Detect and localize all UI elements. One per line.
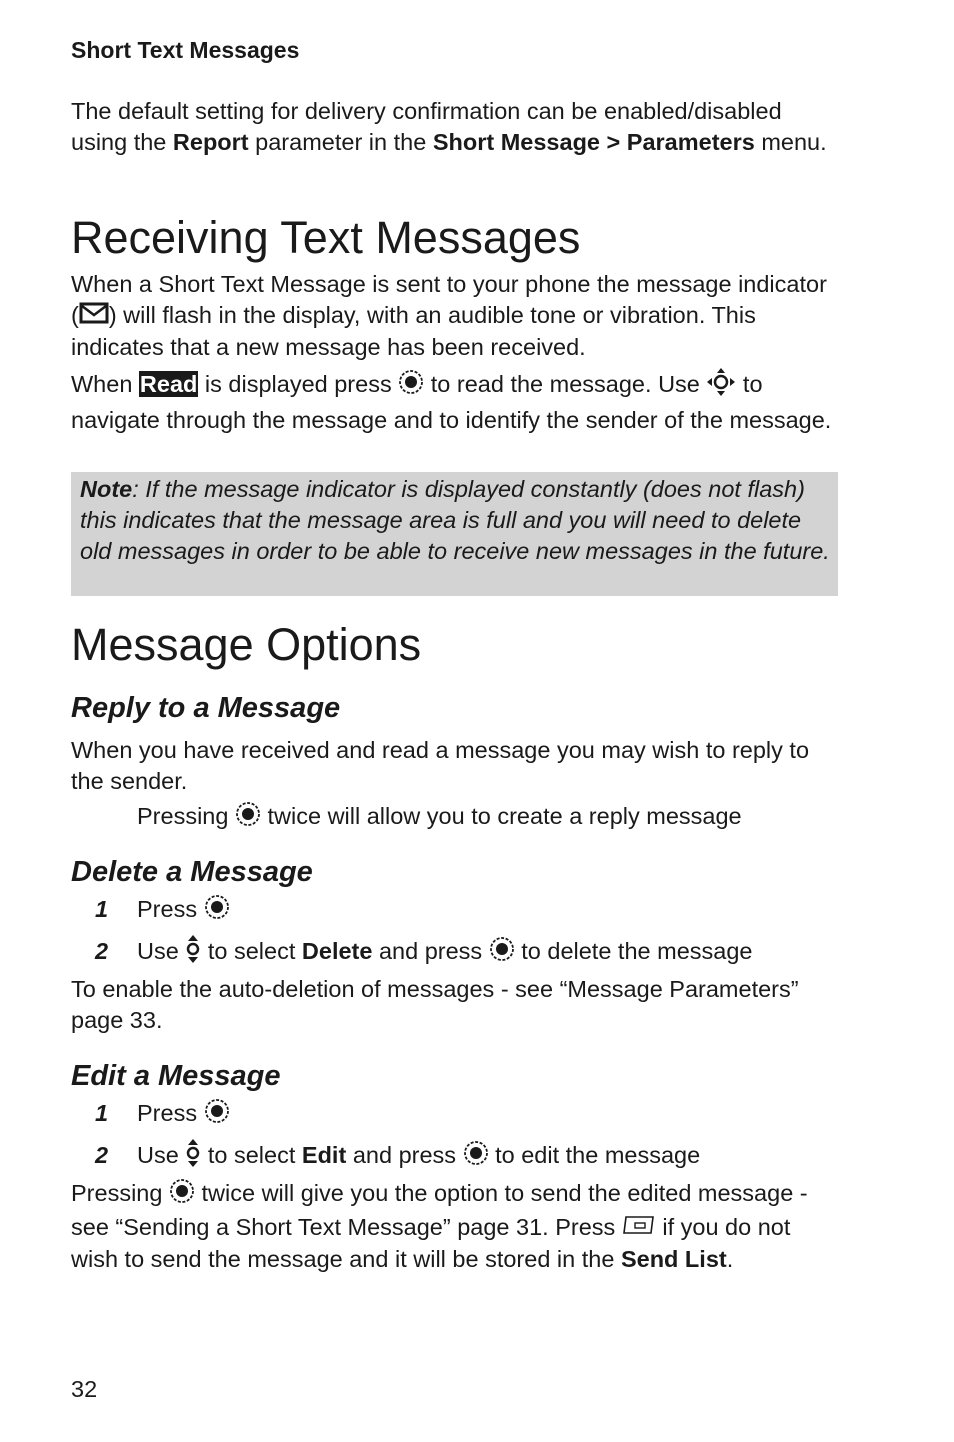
select-key-icon	[489, 936, 515, 970]
step-number: 1	[95, 1100, 109, 1127]
step-text: to select	[201, 1142, 302, 1169]
edit-after-text: Pressing	[71, 1180, 169, 1207]
receiving-text: ) will flash in the display, with an audible tone or vibration. This indicates that a new message has been received.	[71, 302, 756, 361]
step-text: Use	[137, 938, 186, 965]
page-number: 32	[71, 1376, 98, 1402]
step-text: Press	[137, 896, 204, 923]
delete-heading: Delete a Message	[71, 856, 313, 888]
intro-paragraph	[71, 96, 841, 158]
step-text: and press	[346, 1142, 463, 1169]
delete-option-term: Delete	[301, 938, 373, 965]
auto-delete-paragraph: To enable the auto-deletion of messages - see “Message Parameters” page 33.	[71, 976, 799, 1033]
reply-heading: Reply to a Message	[71, 692, 341, 724]
edit-after-text: .	[726, 1246, 734, 1273]
select-key-icon	[169, 1178, 195, 1212]
delete-step-2	[71, 934, 752, 972]
intro-text: menu.	[754, 129, 827, 155]
read-paragraph	[71, 367, 841, 436]
send-list-term: Send List	[620, 1246, 727, 1273]
receiving-text: When a Short Text Message is sent to your phone the message indicator (	[71, 271, 827, 328]
nav-key-4way-icon	[706, 367, 736, 405]
edit-option-term: Edit	[301, 1142, 347, 1169]
select-key-icon	[235, 801, 261, 835]
delete-step-1	[71, 894, 230, 928]
edit-step-1	[71, 1098, 230, 1132]
step-text: to delete the message	[514, 938, 753, 965]
step-text: to select	[201, 938, 302, 965]
note-box	[71, 472, 838, 596]
step-number: 1	[95, 896, 109, 923]
running-head: Short Text Messages	[71, 37, 300, 63]
select-key-icon	[398, 369, 424, 403]
intro-text: The default setting for delivery confirmation can be enabled/disabled using the	[71, 98, 782, 155]
step-number: 2	[95, 1142, 109, 1169]
select-key-icon	[204, 1098, 230, 1132]
read-text: is displayed press	[198, 371, 399, 398]
select-key-icon	[463, 1140, 489, 1174]
edit-heading: Edit a Message	[71, 1060, 281, 1092]
step-text: and press	[372, 938, 489, 965]
step-text: Press	[137, 1100, 204, 1127]
step-text: Use	[137, 1142, 186, 1169]
step-number: 2	[95, 938, 109, 965]
intro-text: parameter in the	[248, 129, 433, 155]
read-text: to read the message. Use	[424, 371, 707, 398]
read-text: When	[71, 371, 139, 398]
nav-key-updown-icon	[185, 1138, 201, 1176]
read-softkey-label: Read	[139, 371, 198, 398]
select-key-icon	[204, 894, 230, 928]
edit-after-text: twice will give you the option to send the edited message - see “Sending a Short Text Message” page 31. Press	[71, 1180, 808, 1240]
edit-after-paragraph	[71, 1178, 841, 1275]
reply-paragraph: When you have received and read a message you may wish to reply to the sender.	[71, 737, 810, 794]
softkey-icon	[622, 1213, 656, 1244]
read-text: to navigate through the message and to identify the sender of the message.	[71, 371, 832, 433]
nav-key-updown-icon	[185, 934, 201, 972]
note-label: Note	[80, 476, 133, 502]
message-options-heading: Message Options	[71, 619, 422, 670]
envelope-icon	[79, 301, 109, 332]
reply-instruction	[137, 801, 742, 835]
reply-instruction-text: twice will allow you to create a reply message	[260, 803, 742, 830]
step-text: to edit the message	[488, 1142, 701, 1169]
report-term: Report	[172, 129, 249, 155]
note-text: : If the message indicator is displayed constantly (does not flash) this indicates that the message area is full and you will need to delete old messages in order to be able to receive new messages in the future.	[80, 476, 830, 564]
edit-after-text: if you do not wish to send the message and it will be stored in the	[71, 1214, 791, 1273]
receiving-paragraph	[71, 269, 841, 363]
receiving-heading: Receiving Text Messages	[71, 212, 581, 263]
menu-path-term: Short Message > Parameters	[432, 129, 755, 155]
reply-instruction-text: Pressing	[137, 803, 235, 830]
edit-step-2	[71, 1138, 700, 1176]
